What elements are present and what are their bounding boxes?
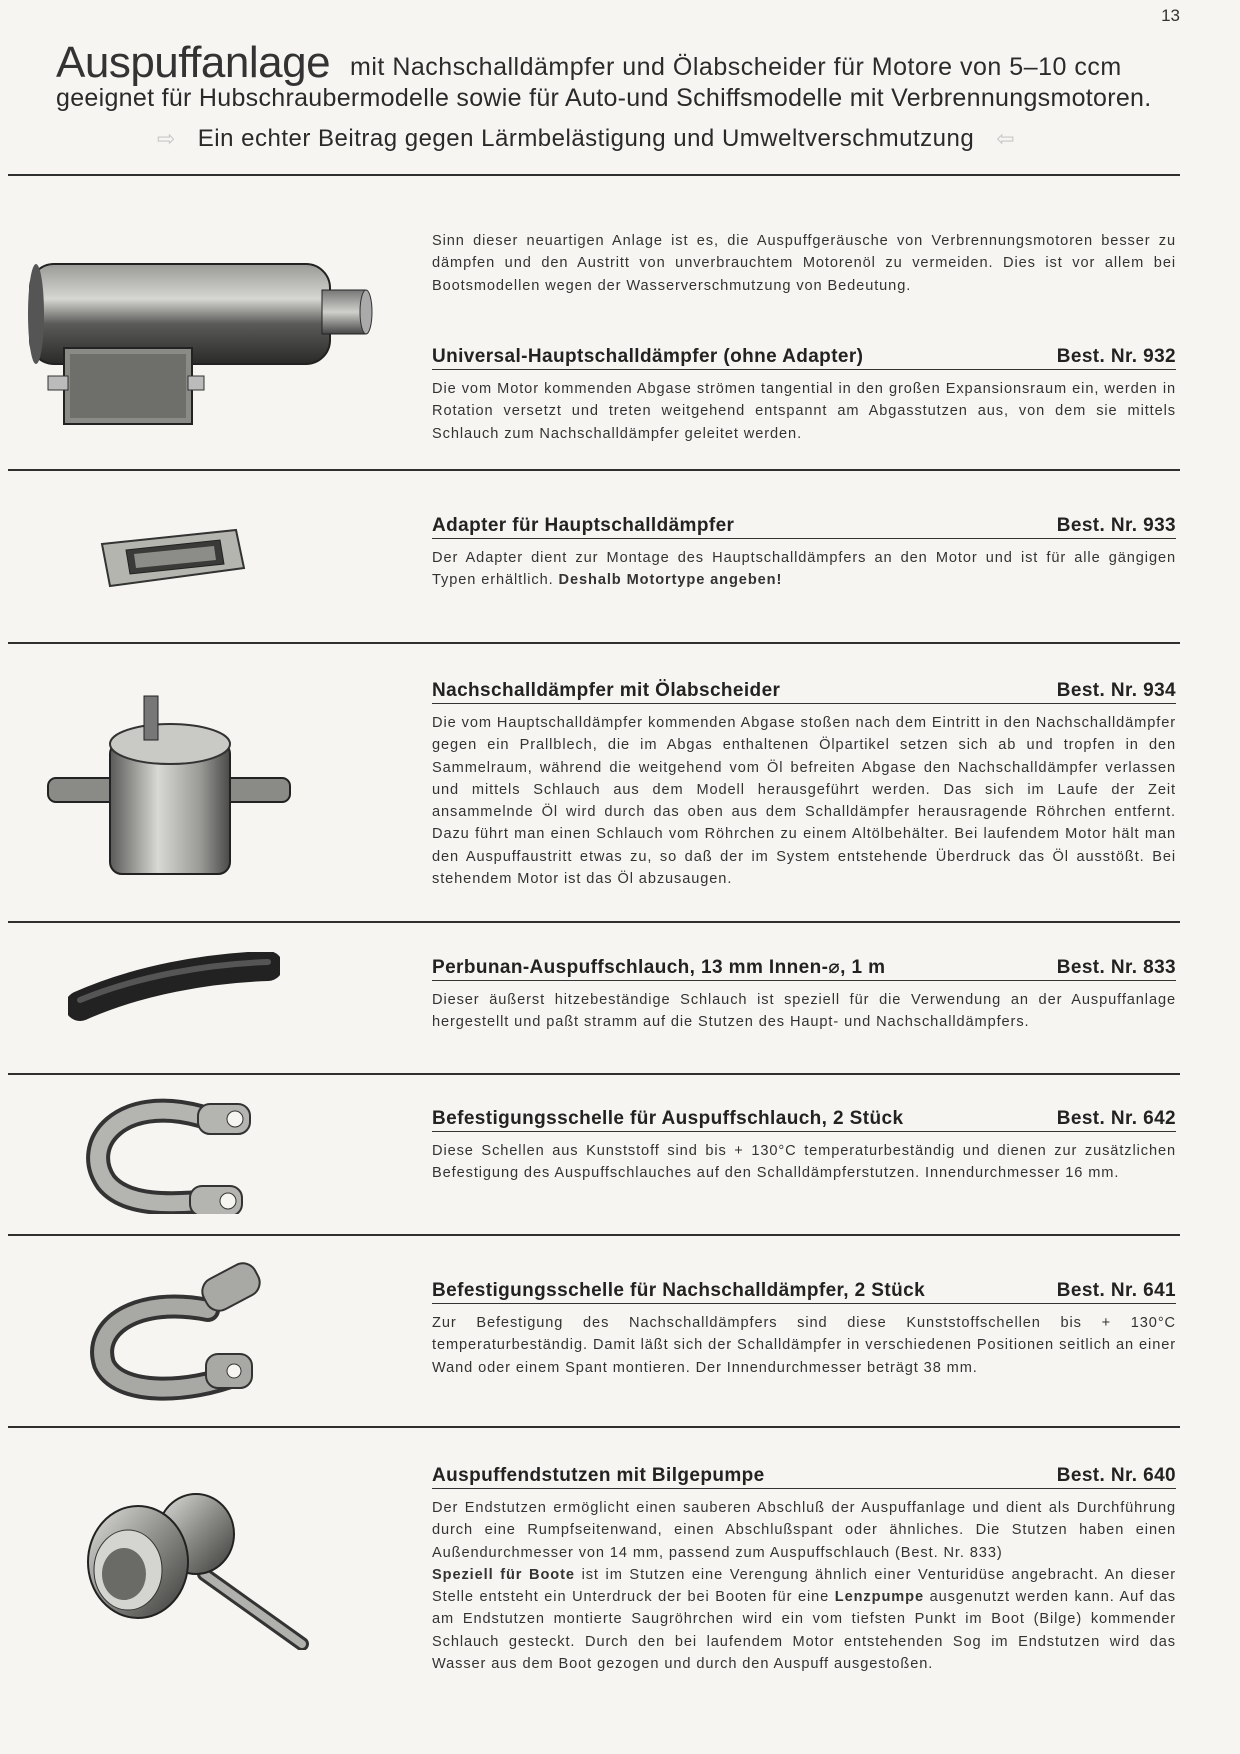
product-640 bbox=[432, 1465, 1176, 1675]
intro-text: Sinn dieser neuartigen Anlage ist es, die Auspuffgeräusche von Verbrennungsmotoren besser zu dämpfen und den Austritt von unverbrauchtem Motorenöl zu vermeiden. Dies ist vor allem bei Bootsmodellen wegen der Wasserverschmutzung von Bedeutung. bbox=[432, 233, 1176, 294]
arrow-right-icon: ⇨ bbox=[156, 126, 176, 151]
product-title-row bbox=[432, 346, 1176, 370]
product-title: Adapter für Hauptschalldämpfer bbox=[432, 515, 735, 536]
product-description: Die vom Hauptschalldämpfer kommenden Abgase stoßen nach dem Eintritt in den Nachschalldämpfer gegen ein Prallblech, die im Abgas enthaltenen Ölpartikel setzen sich ab und tropfen in den Sammelraum, während die weitgehend vom Öl befreiten Abgase den Nachschalldämpfer verlassen und mittels Schlauch aus dem Modell herausgeführt werden. Das sich im Laufe der Zeit ansammelnde Öl wird durch das oben aus dem Schalldämpfer herausragende Röhrchen entfernt. Dazu führt man einen Schlauch vom Röhrchen zu einem Altölbehälter. Bei laufendem Motor hält man den Auspuffaustritt etwas zu, so daß der im System entstehende Überdruck das Öl ausstößt. Bei stehendem Motor ist das Öl abzusaugen. bbox=[432, 715, 1176, 888]
product-description: Die vom Motor kommenden Abgase strömen tangential in den großen Expansionsraum ein, werden in Rotation versetzt und treten weitgehend entspannt am Abgasstutzen aus, von dem sie mittels Schlauch zum Nachschalldämpfer geleitet werden. bbox=[432, 381, 1176, 442]
muffler-clamp-image bbox=[88, 1256, 270, 1404]
product-description bbox=[432, 1497, 1176, 1675]
product-641 bbox=[432, 1280, 1176, 1379]
product-title-row bbox=[432, 1108, 1176, 1132]
page-title bbox=[56, 38, 1176, 87]
product-833 bbox=[432, 956, 1176, 1034]
product-description: Diese Schellen aus Kunststoff sind bis + 130°C temperaturbeständig und dienen zur zusätzlichen Befestigung des Auspuffschlauches auf den Schalldämpferstutzen. Innendurchmesser 16 mm. bbox=[432, 1143, 1176, 1182]
arrow-left-icon: ⇦ bbox=[996, 126, 1016, 151]
product-title-row bbox=[432, 956, 1176, 981]
page-header bbox=[56, 38, 1176, 154]
product-title-row bbox=[432, 515, 1176, 539]
order-number: Best. Nr. 640 bbox=[1056, 1465, 1176, 1486]
order-number: Best. Nr. 642 bbox=[1056, 1108, 1176, 1129]
product-title: Nachschalldämpfer mit Ölabscheider bbox=[432, 680, 781, 701]
divider bbox=[8, 469, 1180, 471]
divider bbox=[8, 1234, 1180, 1236]
divider bbox=[8, 1426, 1180, 1428]
product-title-row bbox=[432, 680, 1176, 704]
secondary-muffler-image bbox=[44, 690, 294, 880]
product-933 bbox=[432, 515, 1176, 592]
product-description: Dieser äußerst hitzebeständige Schlauch ist speziell für die Verwendung an der Auspuffanlage hergestellt und paßt stramm auf die Stutzen des Haupt- und Nachschalldämpfers. bbox=[432, 992, 1176, 1031]
adapter-image bbox=[96, 524, 246, 592]
description-text: Der Endstutzen ermöglicht einen sauberen Abschluß der Auspuffanlage und dient als Durchführung durch eine Rumpfseitenwand, einen Abschlußspant oder ähnliches. Die Stutzen haben einen Außendurchmesser von 14 mm, passend zum Auspuffschlauch (Best. Nr. 833) bbox=[432, 1500, 1176, 1561]
order-number: Best. Nr. 833 bbox=[1056, 957, 1176, 978]
product-title: Auspuffendstutzen mit Bilgepumpe bbox=[432, 1465, 765, 1486]
description-bold: Deshalb Motortype angeben! bbox=[558, 572, 783, 589]
product-642 bbox=[432, 1108, 1176, 1185]
product-934 bbox=[432, 680, 1176, 890]
order-number: Best. Nr. 934 bbox=[1056, 680, 1176, 701]
product-description: Zur Befestigung des Nachschalldämpfers sind diese Kunststoffschellen bis + 130°C temperaturbeständig. Damit läßt sich der Schalldämpfer in verschiedenen Positionen seitlich an einer Wand oder einem Spant montieren. Der Innendurchmesser beträgt 38 mm. bbox=[432, 1315, 1176, 1376]
slogan bbox=[56, 124, 1176, 154]
muffler-image bbox=[22, 258, 374, 433]
product-title-row bbox=[432, 1465, 1176, 1489]
order-number: Best. Nr. 933 bbox=[1056, 515, 1176, 536]
description-bold: Lenzpumpe bbox=[834, 1589, 924, 1606]
description-text: ausgenutzt werden kann. Auf das am Endstutzen montierte Saugröhrchen wird ein vom tiefsten Punkt im Boot (Bilge) kommender Schlauch gesteckt. Durch den bei laufendem Motor entstehenden Sog im Endstutzen wird das Wasser aus dem Boot gezogen und durch den Auspuff ausgestoßen. bbox=[432, 1589, 1177, 1673]
description-text: Der Adapter dient zur Montage des Hauptschalldämpfers an den Motor und ist für alle gängigen Typen erhältlich. bbox=[432, 550, 1176, 589]
divider bbox=[8, 174, 1180, 176]
hose-clamp-image bbox=[80, 1094, 262, 1214]
order-number: Best. Nr. 641 bbox=[1056, 1280, 1176, 1301]
product-title: Perbunan-Auspuffschlauch, 13 mm Innen-⌀, 1 m bbox=[432, 957, 886, 978]
exhaust-nozzle-image bbox=[74, 1490, 314, 1650]
divider bbox=[8, 921, 1180, 923]
divider bbox=[8, 642, 1180, 644]
description-bold: Speziell für Boote bbox=[432, 1566, 575, 1583]
product-title-row bbox=[432, 1280, 1176, 1304]
product-description bbox=[432, 547, 1176, 592]
title-line2: geeignet für Hubschraubermodelle sowie für Auto-und Schiffsmodelle mit Verbrennungsmotoren. bbox=[56, 84, 1152, 112]
slogan-text: Ein echter Beitrag gegen Lärmbelästigung und Umweltverschmutzung bbox=[197, 125, 975, 152]
product-title: Befestigungsschelle für Auspuffschlauch, 2 Stück bbox=[432, 1108, 904, 1129]
page-number: 13 bbox=[1161, 6, 1180, 25]
order-number: Best. Nr. 932 bbox=[1056, 346, 1176, 367]
title-main: Auspuffanlage bbox=[56, 38, 331, 87]
hose-image bbox=[68, 952, 280, 1024]
divider bbox=[8, 1073, 1180, 1075]
description-text: ist im Stutzen eine Verengung ähnlich einer Venturidüse angebracht. An dieser Stelle entsteht ein Unterdruck der bei Booten für eine bbox=[432, 1566, 1176, 1606]
product-932 bbox=[432, 346, 1176, 445]
title-subtitle: mit Nachschalldämpfer und Ölabscheider für Motore von 5–10 ccm bbox=[350, 53, 1122, 81]
product-title: Befestigungsschelle für Nachschalldämpfer, 2 Stück bbox=[432, 1280, 926, 1301]
product-title: Universal-Hauptschalldämpfer (ohne Adapter) bbox=[432, 346, 864, 367]
